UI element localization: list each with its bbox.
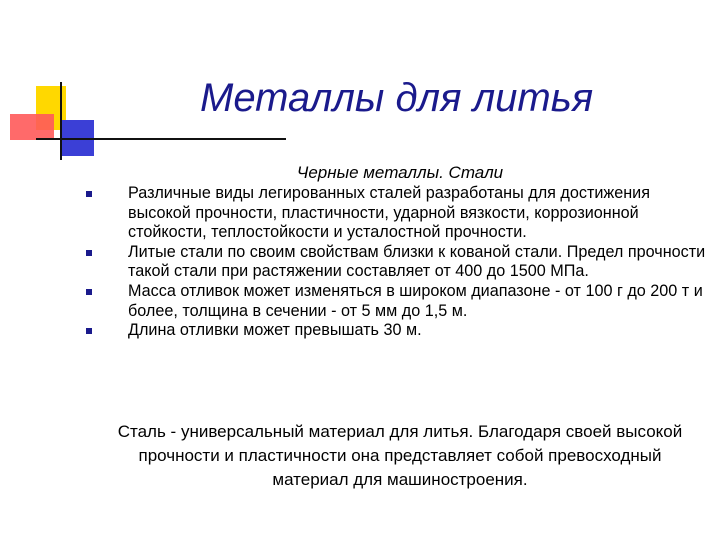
bullet-text: Различные виды легированных сталей разработаны для достижения высокой прочности, пластичности, ударной вязкости, коррозионной стойкости, теплостойкости и усталостной прочности. [128,184,650,242]
bullet-item [86,243,712,282]
title-underline [36,138,286,140]
slide-title: Металлы для литья [200,76,594,120]
bullet-text: Длина отливки может превышать 30 м. [128,321,422,340]
summary-paragraph: Сталь - универсальный материал для литья. Благодаря своей высокой прочности и пластичности она представляет собой превосходный материал для машиностроения. [117,422,683,489]
bullet-list [86,184,712,341]
vertical-rule [60,82,62,160]
square-bullet-icon [86,191,92,197]
bullet-item [86,282,712,321]
slide-subtitle: Черные металлы. Стали [296,163,504,182]
square-bullet-icon [86,250,92,256]
square-bullet-icon [86,289,92,295]
square-bullet-icon [86,328,92,334]
bullet-item [86,184,712,243]
bullet-text: Литые стали по своим свойствам близки к кованой стали. Предел прочности такой стали при растяжении составляет от 400 до 1500 МПа. [128,242,706,281]
bullet-text: Масса отливок может изменяться в широком диапазоне - от 100 г до 200 т и более, толщина в сечении - от 5 мм до 1,5 м. [128,281,703,320]
red-square-icon [10,114,54,140]
bullet-item [86,321,712,341]
